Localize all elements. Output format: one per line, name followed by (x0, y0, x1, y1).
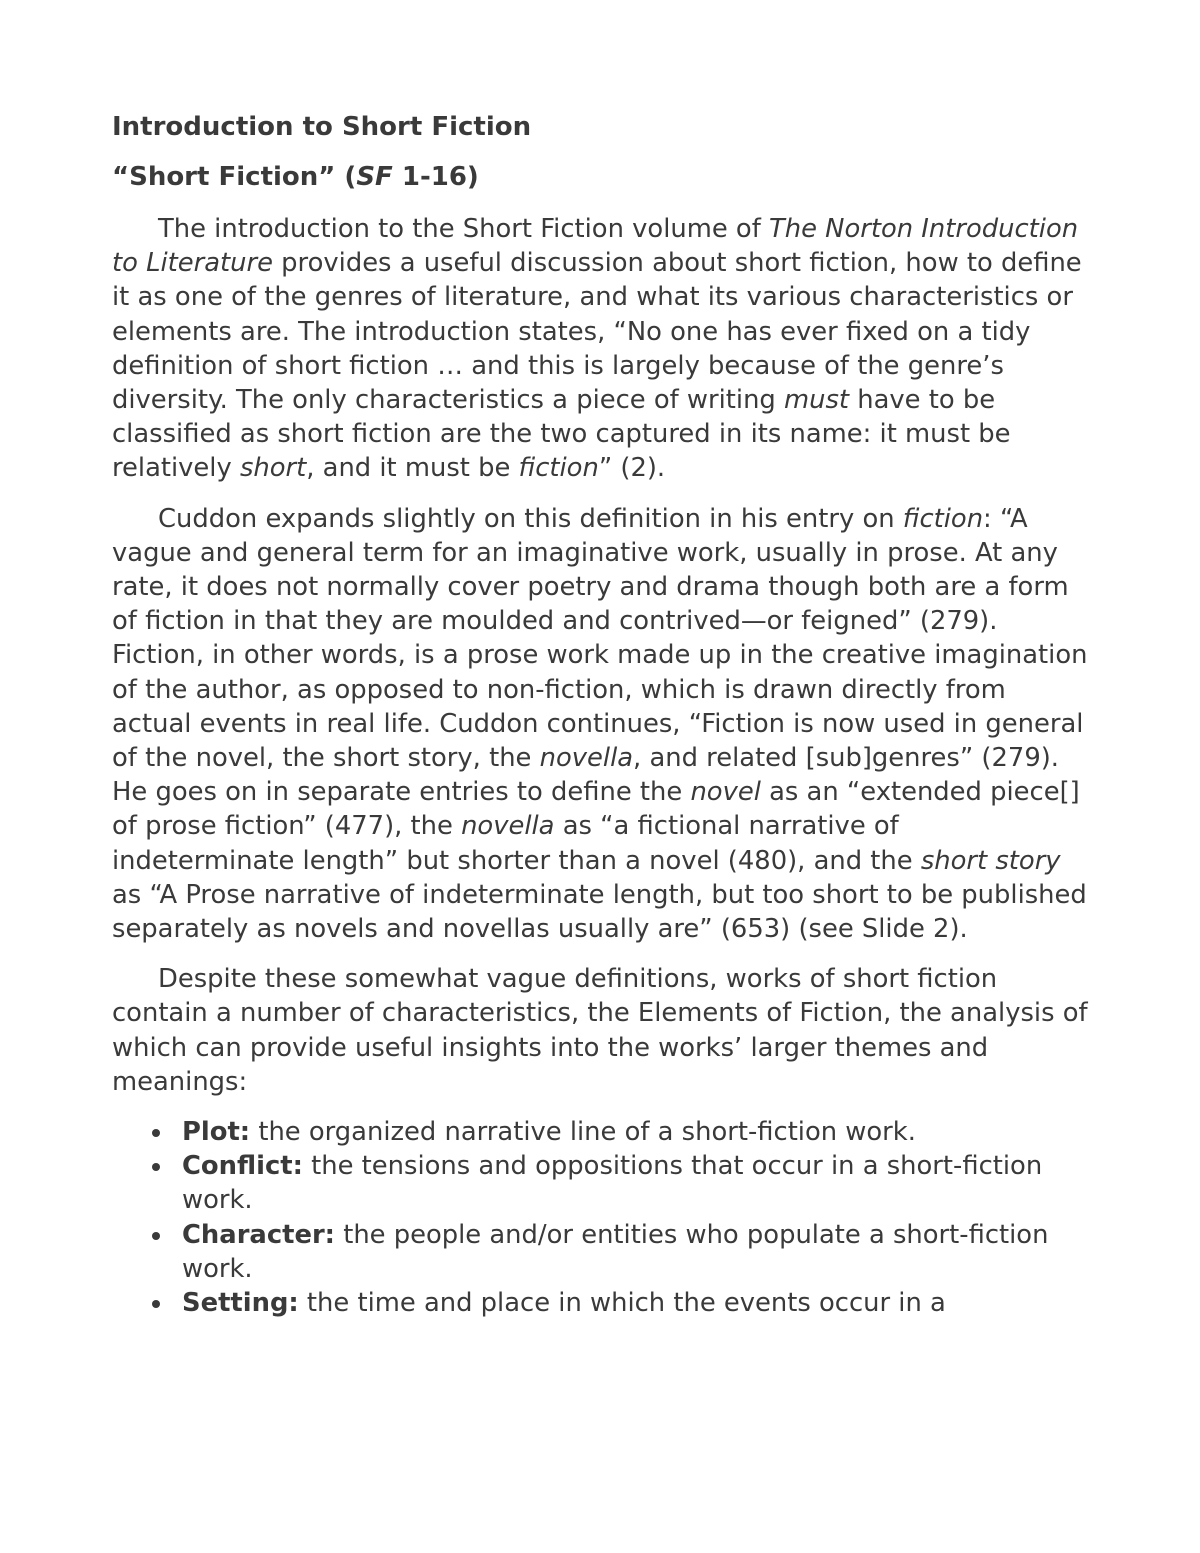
emphasis: must (784, 385, 850, 416)
bullet-icon (152, 1232, 160, 1240)
text-run: as “A Prose narrative of indeterminate length, but too short to be published separately as novels and novellas usually are” (653) (see Slide 2). (112, 879, 1087, 945)
term-emphasis: fiction (902, 503, 984, 534)
element-term: Conflict: (182, 1151, 303, 1182)
paragraph-elements-intro: Despite these somewhat vague definitions, works of short fiction contain a number of characteristics, the Elements of Fiction, the analysis of which can provide useful insights into the works’ larger themes and meanings: (112, 964, 1088, 1097)
text-run: ” (2). (598, 453, 666, 484)
element-term: Character: (182, 1219, 335, 1250)
book-title: The Norton Introduction to Literature (112, 214, 1079, 279)
list-item (112, 1115, 1088, 1149)
text-run: , and it must be (306, 453, 519, 484)
list-item (112, 1149, 1088, 1217)
text-run: have to be classified as short fiction are the two captured in its name: it must be relatively (112, 385, 1011, 484)
text-run: provides a useful discussion about short fiction, how to define it as one of the genres of literature, and what its various characteristics or elements are. The introduction states, “No one has ever fixed on a tidy definition of short fiction … and this is largely because of the genre’s diversity. The only characteristics a piece of writing (112, 248, 1082, 416)
section-heading (112, 160, 1088, 194)
text-run: as an “extended piece[] of prose fiction” (477), the (112, 777, 1080, 842)
section-heading-text: “Short Fiction” ( (112, 162, 357, 192)
element-term: Setting: (182, 1288, 299, 1319)
elements-list (112, 1115, 1088, 1320)
text-run: : “A vague and general term for an imaginative work, usually in prose. At any rate, it does not normally cover poetry and drama though both are a form of fiction in that they are moulded and contrived—or feigned” (279). Fiction, in other words, is a prose work made up in the creative imagination of the author, as opposed to non-fiction, which is drawn directly from actual events in real life. Cuddon continues, “Fiction is now used in general of the novel, the short story, the (112, 503, 1088, 774)
term-emphasis: novel (690, 777, 761, 808)
list-item (112, 1286, 1088, 1320)
text-run: Cuddon expands slightly on this definition in his entry on (158, 503, 903, 534)
term-emphasis: short story (920, 845, 1061, 876)
bullet-icon (152, 1300, 160, 1308)
bullet-icon (152, 1129, 160, 1137)
bullet-icon (152, 1163, 160, 1171)
document-title: Introduction to Short Fiction (112, 112, 532, 142)
section-heading-abbrev: SF (356, 162, 393, 192)
text-run: The introduction to the Short Fiction volume of (158, 214, 769, 244)
element-definition: the people and/or entities who populate a short-fiction work. (182, 1219, 1049, 1284)
text-run: as “a fictional narrative of indeterminate length” but shorter than a novel (480), and the (112, 811, 921, 876)
section-heading-range: 1-16) (392, 162, 479, 192)
term-emphasis: novella (539, 743, 634, 774)
element-term: Plot: (182, 1117, 251, 1148)
paragraph-cuddon (112, 502, 1088, 947)
element-definition: the tensions and oppositions that occur in a short-fiction work. (182, 1151, 1043, 1216)
term-emphasis: novella (461, 811, 555, 842)
emphasis: fiction (518, 453, 599, 484)
emphasis: short (239, 453, 307, 484)
element-definition: the time and place in which the events occur in a (298, 1288, 946, 1319)
element-definition: the organized narrative line of a short-fiction work. (250, 1117, 916, 1148)
text-run: , and related [sub]genres” (279). He goes on in separate entries to define the (112, 743, 1059, 808)
paragraph-intro (112, 212, 1088, 486)
list-item (112, 1218, 1088, 1286)
